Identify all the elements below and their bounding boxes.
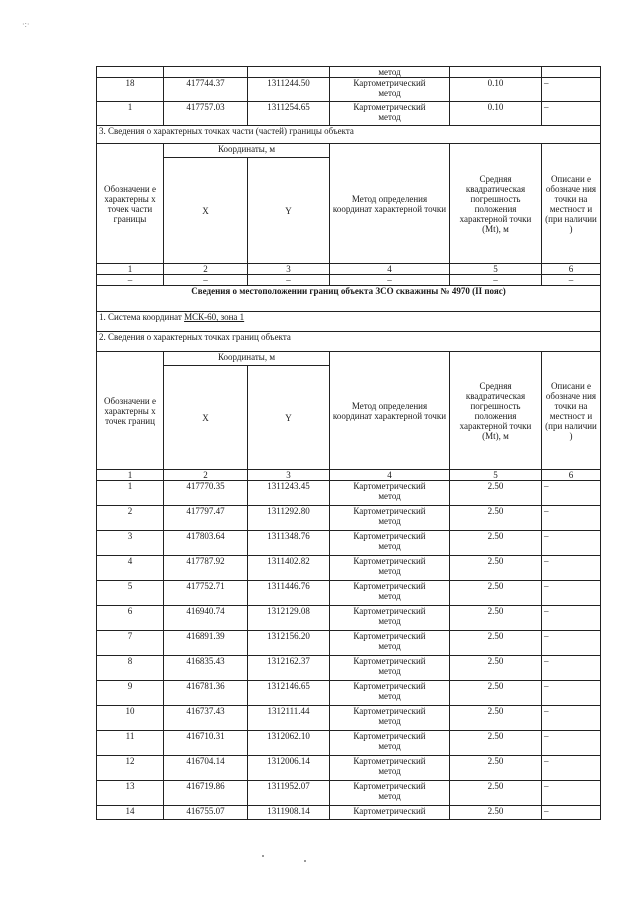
zso-title [97, 286, 601, 312]
column-number-row [97, 264, 601, 275]
column-number: 2 [164, 264, 248, 275]
scan-speck [262, 855, 264, 857]
coord-x [164, 67, 248, 78]
coord-x: 416835.43 [164, 656, 248, 681]
coord-system-value: МСК-60, зона 1 [184, 312, 245, 322]
point-number: 14 [97, 806, 164, 820]
method-line-2: метод [378, 716, 401, 726]
method-cell [330, 781, 450, 806]
point-number: 18 [97, 78, 164, 102]
point-number: 1 [97, 102, 164, 126]
section2-title-text: 2. Сведения о характерных точках границ объекта [97, 332, 601, 352]
method-cell [330, 78, 450, 102]
table-row [97, 706, 601, 731]
method-cell [330, 706, 450, 731]
coord-y: 1311292.80 [248, 506, 330, 531]
table-row [97, 67, 601, 78]
mean-error: 2.50 [450, 656, 542, 681]
point-number: 5 [97, 581, 164, 606]
coord-y: 1312129.08 [248, 606, 330, 631]
coord-y: 1311952.07 [248, 781, 330, 806]
column-number: 1 [97, 470, 164, 481]
column-number: 2 [164, 470, 248, 481]
error-header: Средняя квадратическая погрешность положения характерной точки (Mt), м [450, 144, 542, 264]
coordinates-header: Координаты, м [164, 352, 330, 366]
point-description: – [542, 606, 601, 631]
mean-error: 2.50 [450, 481, 542, 506]
table-row [97, 481, 601, 506]
column-number: 1 [97, 264, 164, 275]
dash-row [97, 275, 601, 286]
method-cell [330, 506, 450, 531]
mean-error: 2.50 [450, 556, 542, 581]
mean-error: 2.50 [450, 531, 542, 556]
method-cell [330, 481, 450, 506]
coord-y: 1311446.76 [248, 581, 330, 606]
coord-x: 417752.71 [164, 581, 248, 606]
section3-title-text: 3. Сведения о характерных точках части (частей) границы объекта [97, 126, 601, 144]
method-line-2: метод [378, 112, 401, 122]
coord-x: 416737.43 [164, 706, 248, 731]
method-line-1: Картометрический [353, 681, 426, 691]
error-header: Средняя квадратическая погрешность положения характерной точки (Mt), м [450, 352, 542, 470]
table-row [97, 556, 601, 581]
method-cell [330, 656, 450, 681]
method-line-2: метод [378, 541, 401, 551]
column-number: 3 [248, 264, 330, 275]
dash-cell: – [330, 275, 450, 286]
column-number: 4 [330, 470, 450, 481]
point-number: 13 [97, 781, 164, 806]
method-cell [330, 731, 450, 756]
method-line-2: метод [378, 641, 401, 651]
coord-y: 1312146.65 [248, 681, 330, 706]
point-description: – [542, 656, 601, 681]
point-description: – [542, 556, 601, 581]
mean-error: 2.50 [450, 781, 542, 806]
method-line-1: Картометрический [353, 78, 426, 88]
method-cell [330, 67, 450, 78]
method-line-1: Картометрический [353, 606, 426, 616]
point-number: 2 [97, 506, 164, 531]
x-header: X [164, 158, 248, 264]
column-number: 5 [450, 264, 542, 275]
table-row [97, 681, 601, 706]
point-description: – [542, 731, 601, 756]
mean-error: 2.50 [450, 706, 542, 731]
table-row [97, 581, 601, 606]
point-description: – [542, 681, 601, 706]
coord-y: 1311908.14 [248, 806, 330, 820]
method-line-1: Картометрический [353, 581, 426, 591]
method-line-1: Картометрический [353, 781, 426, 791]
method-line-1: Картометрический [353, 102, 426, 112]
method-line-1: Картометрический [353, 656, 426, 666]
table-row [97, 78, 601, 102]
point-description: – [542, 102, 601, 126]
column-number: 6 [542, 470, 601, 481]
table-row [97, 531, 601, 556]
method-cell [330, 531, 450, 556]
mean-error: 2.50 [450, 731, 542, 756]
method-cell [330, 581, 450, 606]
point-description: – [542, 506, 601, 531]
coord-y: 1311254.65 [248, 102, 330, 126]
method-line-2: метод [378, 691, 401, 701]
coord-x: 417744.37 [164, 78, 248, 102]
dash-cell: – [164, 275, 248, 286]
scan-mark: ·:· [22, 20, 30, 29]
coord-x: 416755.07 [164, 806, 248, 820]
point-number [97, 67, 164, 78]
method-line-1: Картометрический [353, 706, 426, 716]
point-description: – [542, 581, 601, 606]
coord-y: 1312062.10 [248, 731, 330, 756]
method-line-1: Картометрический [353, 481, 426, 491]
point-number: 8 [97, 656, 164, 681]
coord-y: 1311243.45 [248, 481, 330, 506]
coord-system-text [97, 312, 601, 332]
point-number: 1 [97, 481, 164, 506]
point-description: – [542, 806, 601, 820]
zso-title-text: Сведения о местоположении границ объекта ЗСО скважины № 4970 (II пояс) [97, 286, 601, 312]
mean-error: 0.10 [450, 78, 542, 102]
coord-y: 1311244.50 [248, 78, 330, 102]
designation-header: Обозначени е характерны х точек границ [97, 352, 164, 470]
mean-error [450, 67, 542, 78]
dash-cell: – [97, 275, 164, 286]
method-cell [330, 606, 450, 631]
point-number: 10 [97, 706, 164, 731]
table-row [97, 756, 601, 781]
method-header: Метод определения координат характерной точки [330, 352, 450, 470]
method-line-1: Картометрический [353, 731, 426, 741]
coord-x: 416781.36 [164, 681, 248, 706]
method-line-2: метод [378, 666, 401, 676]
scan-speck [304, 860, 306, 862]
mean-error: 0.10 [450, 102, 542, 126]
method-line-2: метод [378, 616, 401, 626]
method-cell [330, 756, 450, 781]
dash-cell: – [248, 275, 330, 286]
coord-y [248, 67, 330, 78]
coord-x: 416710.31 [164, 731, 248, 756]
x-header: X [164, 366, 248, 470]
coord-system [97, 312, 601, 332]
method-header: Метод определения координат характерной точки [330, 144, 450, 264]
point-number: 3 [97, 531, 164, 556]
table-header-row [97, 352, 601, 366]
column-number-row [97, 470, 601, 481]
method-cell [330, 806, 450, 820]
method-line-2: метод [378, 766, 401, 776]
coordinates-header: Координаты, м [164, 144, 330, 158]
point-description: – [542, 531, 601, 556]
coord-y: 1311402.82 [248, 556, 330, 581]
table-row [97, 102, 601, 126]
point-description: – [542, 781, 601, 806]
table-row [97, 781, 601, 806]
point-number: 6 [97, 606, 164, 631]
method-line-1: Картометрический [353, 631, 426, 641]
method-cell [330, 631, 450, 656]
dash-cell: – [542, 275, 601, 286]
description-header: Описани е обозначе ния точки на местност и (при наличии ) [542, 144, 601, 264]
method-line-2: метод [378, 791, 401, 801]
method-line-2: метод [378, 67, 401, 77]
method-line-1: Картометрический [353, 756, 426, 766]
table-row [97, 806, 601, 820]
method-line-1: Картометрический [353, 806, 426, 816]
method-cell [330, 681, 450, 706]
mean-error: 2.50 [450, 581, 542, 606]
coord-y: 1312156.20 [248, 631, 330, 656]
column-number: 3 [248, 470, 330, 481]
method-cell [330, 102, 450, 126]
method-line-2: метод [378, 516, 401, 526]
column-number: 4 [330, 264, 450, 275]
coord-y: 1312162.37 [248, 656, 330, 681]
method-line-2: метод [378, 591, 401, 601]
point-description: – [542, 756, 601, 781]
coord-x: 417757.03 [164, 102, 248, 126]
mean-error: 2.50 [450, 606, 542, 631]
table-row [97, 506, 601, 531]
section2-title [97, 332, 601, 352]
method-line-2: метод [378, 88, 401, 98]
coord-x: 417770.35 [164, 481, 248, 506]
table-row [97, 731, 601, 756]
section3-title [97, 126, 601, 144]
point-description: – [542, 706, 601, 731]
method-line-2: метод [378, 491, 401, 501]
mean-error: 2.50 [450, 756, 542, 781]
boundary-table-body [97, 67, 601, 820]
coord-x: 417803.64 [164, 531, 248, 556]
y-header: Y [248, 158, 330, 264]
method-line-1: Картометрический [353, 506, 426, 516]
method-line-2: метод [378, 566, 401, 576]
column-number: 6 [542, 264, 601, 275]
mean-error: 2.50 [450, 681, 542, 706]
coord-x: 416704.14 [164, 756, 248, 781]
point-description: – [542, 78, 601, 102]
table-row [97, 656, 601, 681]
table-header-row [97, 144, 601, 158]
method-line-1: Картометрический [353, 556, 426, 566]
table-row [97, 606, 601, 631]
point-number: 12 [97, 756, 164, 781]
method-line-1: Картометрический [353, 531, 426, 541]
point-number: 9 [97, 681, 164, 706]
point-description: – [542, 481, 601, 506]
mean-error: 2.50 [450, 631, 542, 656]
column-number: 5 [450, 470, 542, 481]
y-header: Y [248, 366, 330, 470]
designation-header: Обозначени е характерны х точек части границы [97, 144, 164, 264]
coord-system-label: 1. Система координат [99, 312, 185, 322]
method-line-2: метод [378, 741, 401, 751]
point-description [542, 67, 601, 78]
point-description: – [542, 631, 601, 656]
mean-error: 2.50 [450, 506, 542, 531]
coord-x: 417787.92 [164, 556, 248, 581]
coord-x: 416940.74 [164, 606, 248, 631]
table-row [97, 631, 601, 656]
coord-x: 416891.39 [164, 631, 248, 656]
description-header: Описани е обозначе ния точки на местност и (при наличии ) [542, 352, 601, 470]
coord-x: 416719.86 [164, 781, 248, 806]
mean-error: 2.50 [450, 806, 542, 820]
point-number: 11 [97, 731, 164, 756]
method-cell [330, 556, 450, 581]
coord-x: 417797.47 [164, 506, 248, 531]
dash-cell: – [450, 275, 542, 286]
coord-y: 1311348.76 [248, 531, 330, 556]
point-number: 4 [97, 556, 164, 581]
coord-y: 1312111.44 [248, 706, 330, 731]
boundary-table [96, 66, 601, 820]
coord-y: 1312006.14 [248, 756, 330, 781]
point-number: 7 [97, 631, 164, 656]
